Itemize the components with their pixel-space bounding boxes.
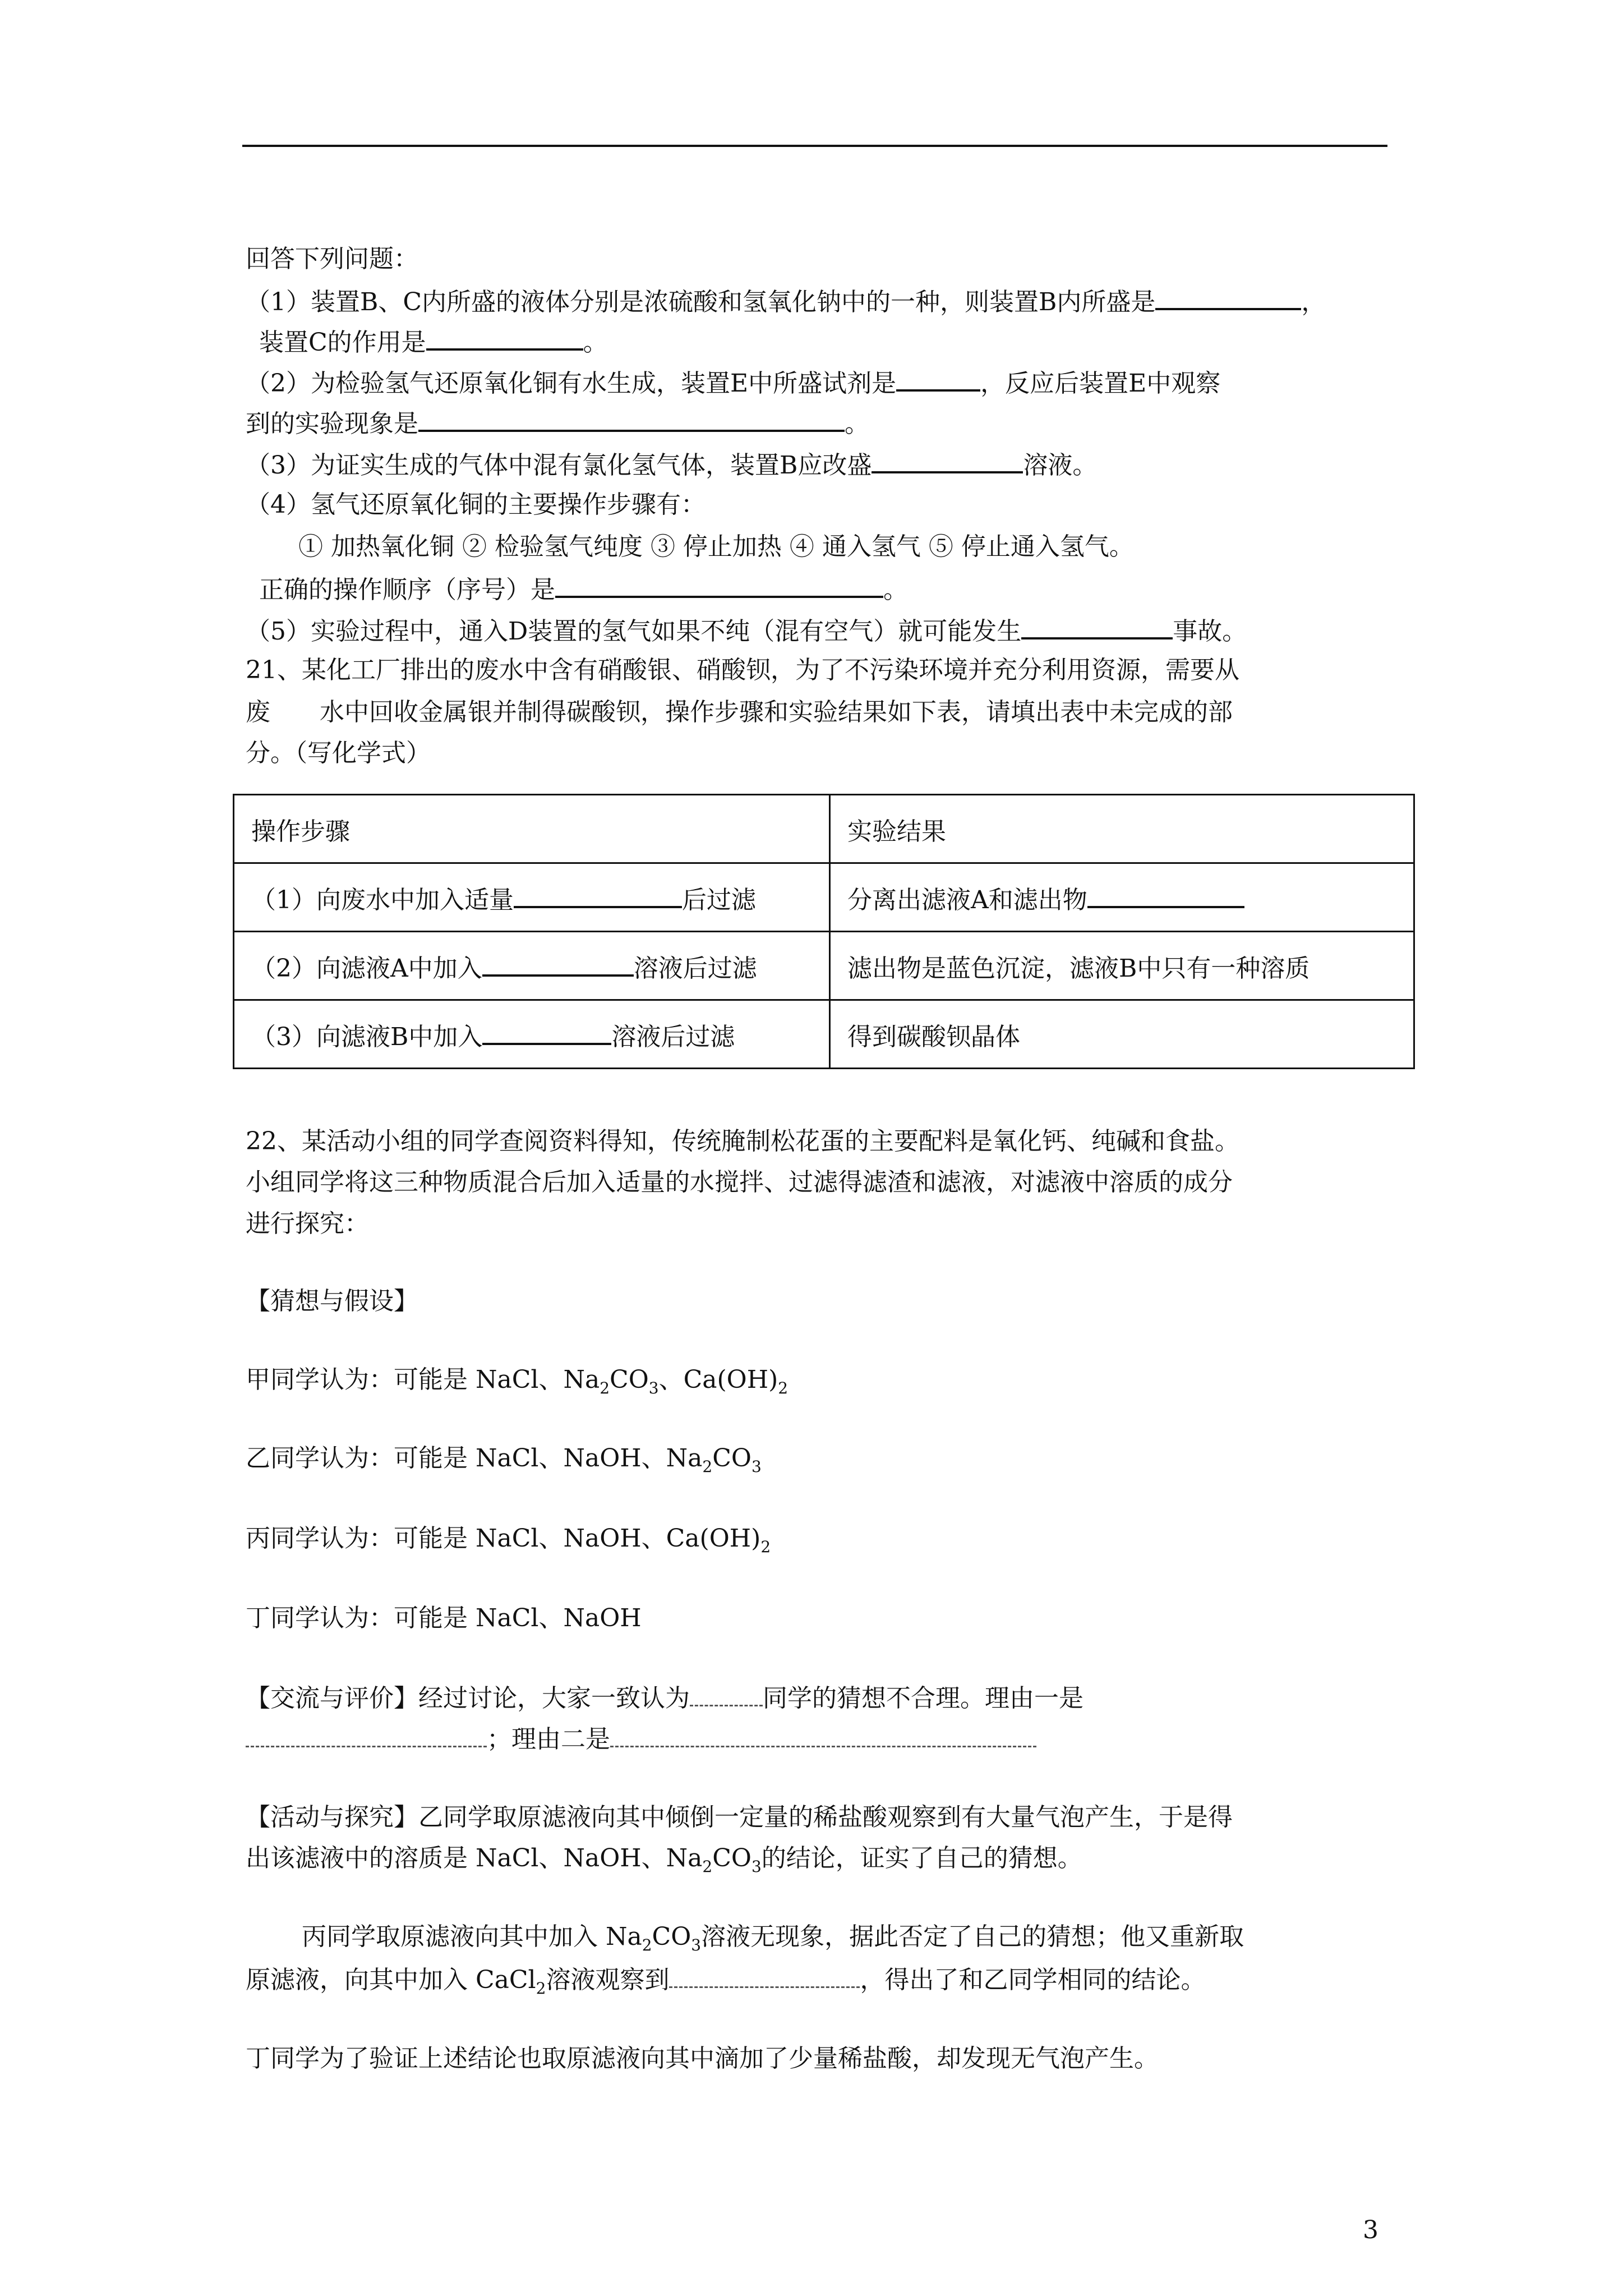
q20-part2-text: （2）为检验氢气还原氧化铜有水生成，装置E中所盛试剂是 xyxy=(246,369,897,398)
q20-part2b-end: 。 xyxy=(845,409,869,438)
yi-end: CO xyxy=(712,1444,751,1473)
q20-intro: 回答下列问题： xyxy=(246,245,418,273)
q20-part4c-text: 正确的操作顺序（序号）是 xyxy=(259,576,555,604)
table-header-results: 实验结果 xyxy=(830,795,1414,863)
subscript: 2 xyxy=(642,1935,652,1954)
q21-line3: 分。（写化学式） xyxy=(246,739,431,767)
q20-part2-line2 xyxy=(246,405,869,441)
exchange-text: 【交流与评价】经过讨论，大家一致认为 xyxy=(246,1684,690,1713)
q20-part1-blank-c[interactable] xyxy=(426,324,583,351)
subscript: 2 xyxy=(536,1978,546,1998)
q22-line2: 小组同学将这三种物质混合后加入适量的水搅拌、过滤得滤渣和滤液，对滤液中溶质的成分 xyxy=(246,1168,1233,1197)
bing3-blank-observation[interactable] xyxy=(669,1962,860,1988)
q20-part1-text: （1）装置B、C内所盛的液体分别是浓硫酸和氢氧化钠中的一种，则装置B内所盛是 xyxy=(246,288,1156,316)
q20-part3 xyxy=(246,447,1097,482)
q21-table xyxy=(233,794,1415,1069)
table-cell: 得到碳酸钡晶体 xyxy=(830,1000,1414,1069)
row3-blank-solution[interactable] xyxy=(482,1018,611,1045)
table-row xyxy=(234,1000,1414,1069)
page-number: 3 xyxy=(1363,2216,1378,2244)
q22-activity-line1: 【活动与探究】乙同学取原滤液向其中倾倒一定量的稀盐酸观察到有大量气泡产生，于是得 xyxy=(246,1803,1233,1832)
q22-line3: 进行探究： xyxy=(246,1209,369,1238)
q22-guess-ding: 丁同学认为：可能是 NaCl、NaOH xyxy=(246,1604,642,1632)
q22-guess-bing xyxy=(246,1522,771,1564)
q20-part2-blank-phenomenon[interactable] xyxy=(418,405,845,432)
q22-exchange-line1 xyxy=(246,1680,1083,1715)
subscript: 2 xyxy=(702,1457,713,1476)
table-cell xyxy=(234,863,830,932)
jia-text: 甲同学认为：可能是 NaCl、Na xyxy=(246,1365,600,1394)
row2-step-text: （2）向滤液A中加入 xyxy=(251,954,482,983)
q20-part5 xyxy=(246,613,1247,648)
q20-part4-line1: （4）氢气还原氧化铜的主要操作步骤有： xyxy=(246,490,706,519)
row1-step-end: 后过滤 xyxy=(682,885,756,914)
q20-part5-blank[interactable] xyxy=(1021,613,1173,639)
table-row xyxy=(234,863,1414,932)
bing3-text: 原滤液，向其中加入 CaCl xyxy=(246,1966,536,1994)
subscript: 2 xyxy=(778,1378,789,1397)
jia-mid: CO xyxy=(610,1365,649,1394)
yi-text: 乙同学认为：可能是 NaCl、NaOH、Na xyxy=(246,1444,703,1473)
q22-ding-line: 丁同学为了验证上述结论也取原滤液向其中滴加了少量稀盐酸，却发现无气泡产生。 xyxy=(246,2044,1159,2073)
subscript: 3 xyxy=(648,1378,659,1397)
row3-step-end: 溶液后过滤 xyxy=(611,1022,735,1051)
header-rule xyxy=(242,145,1387,147)
q20-part5-end: 事故。 xyxy=(1173,617,1247,646)
q20-part4c-end: 。 xyxy=(883,576,908,604)
row1-blank-reagent[interactable] xyxy=(514,881,682,908)
exchange-text-end: 同学的猜想不合理。理由一是 xyxy=(763,1684,1083,1713)
exchange-blank-reason2[interactable] xyxy=(610,1721,1036,1747)
q20-part1-line1 xyxy=(246,283,1326,319)
bing2-mid: CO xyxy=(652,1922,691,1951)
exchange-reason2-label: ；理由二是 xyxy=(487,1725,610,1754)
q20-part2-blank-reagent[interactable] xyxy=(896,365,980,392)
subscript: 2 xyxy=(702,1857,713,1876)
q22-bing-line2 xyxy=(246,1962,1205,2005)
q22-guess-jia xyxy=(246,1363,788,1405)
table-cell: 滤出物是蓝色沉淀，滤液B中只有一种溶质 xyxy=(830,932,1414,1000)
table-row xyxy=(234,932,1414,1000)
activity-end: 的结论，证实了自己的猜想。 xyxy=(761,1844,1082,1872)
table-cell xyxy=(234,1000,830,1069)
row1-blank-precipitate[interactable] xyxy=(1087,881,1244,908)
table-cell xyxy=(234,932,830,1000)
q20-part4-line3 xyxy=(259,571,908,607)
table-cell xyxy=(830,863,1414,932)
table-header-steps: 操作步骤 xyxy=(234,795,830,863)
q22-bing-line1 xyxy=(302,1920,1244,1962)
bing2-text: 丙同学取原滤液向其中加入 Na xyxy=(302,1922,642,1951)
q20-part2-line1 xyxy=(246,365,1220,401)
subscript: 3 xyxy=(751,1857,762,1876)
q20-part1b-end: 。 xyxy=(583,328,608,357)
q20-part3-text: （3）为证实生成的气体中混有氯化氢气体，装置B应改盛 xyxy=(246,451,872,480)
subscript: 3 xyxy=(691,1935,702,1954)
q22-guess-yi xyxy=(246,1442,762,1484)
exchange-blank-reason1[interactable] xyxy=(246,1721,487,1747)
subscript: 2 xyxy=(760,1537,771,1556)
row3-step-text: （3）向滤液B中加入 xyxy=(251,1022,483,1051)
q20-part2b-text: 到的实验现象是 xyxy=(246,409,418,438)
q20-part3-blank[interactable] xyxy=(872,447,1023,473)
activity-text: 出该滤液中的溶质是 NaCl、NaOH、Na xyxy=(246,1844,703,1872)
exchange-blank-student[interactable] xyxy=(690,1680,763,1706)
q22-guess-heading: 【猜想与假设】 xyxy=(246,1287,418,1315)
bing3-mid: 溶液观察到 xyxy=(546,1966,670,1994)
q20-part1b-text: 装置C的作用是 xyxy=(259,328,426,357)
bing3-end: ，得出了和乙同学相同的结论。 xyxy=(860,1966,1206,1994)
bing-text: 丙同学认为：可能是 NaCl、NaOH、Ca(OH) xyxy=(246,1524,761,1553)
table-header-row xyxy=(234,795,1414,863)
q20-part5-text: （5）实验过程中，通入D装置的氢气如果不纯（混有空气）就可能发生 xyxy=(246,617,1022,646)
activity-mid: CO xyxy=(712,1844,751,1872)
row1-step-text: （1）向废水中加入适量 xyxy=(251,885,514,914)
row2-step-end: 溶液后过滤 xyxy=(633,954,757,983)
q21-line2: 废 水中回收金属银并制得碳酸钡，操作步骤和实验结果如下表，请填出表中未完成的部 xyxy=(246,698,1233,726)
q22-exchange-line2 xyxy=(246,1721,1036,1756)
q20-part2-text-end: ，反应后装置E中观察 xyxy=(980,369,1221,398)
q20-part1-line2 xyxy=(259,324,608,360)
bing2-end: 溶液无现象，据此否定了自己的猜想；他又重新取 xyxy=(701,1922,1244,1951)
q20-part1-blank-b[interactable] xyxy=(1155,283,1301,310)
row2-blank-solution[interactable] xyxy=(482,950,634,977)
q20-part3-end: 溶液。 xyxy=(1023,451,1098,480)
row1-result-text: 分离出滤液A和滤出物 xyxy=(847,885,1087,914)
subscript: 3 xyxy=(751,1457,762,1476)
q21-line1: 21、某化工厂排出的废水中含有硝酸银、硝酸钡，为了不污染环境并充分利用资源，需要从 xyxy=(246,656,1239,684)
q20-part4-steps: ① 加热氧化铜 ② 检验氢气纯度 ③ 停止加热 ④ 通入氢气 ⑤ 停止通入氢气。 xyxy=(298,532,1134,561)
q20-part1-comma: ， xyxy=(1301,288,1326,316)
q22-activity-line2 xyxy=(246,1842,1082,1884)
q20-part4-blank-order[interactable] xyxy=(555,571,883,598)
q22-line1: 22、某活动小组的同学查阅资料得知，传统腌制松花蛋的主要配料是氧化钙、纯碱和食盐。 xyxy=(246,1127,1239,1156)
jia-end: 、Ca(OH) xyxy=(658,1365,778,1394)
subscript: 2 xyxy=(600,1378,610,1397)
